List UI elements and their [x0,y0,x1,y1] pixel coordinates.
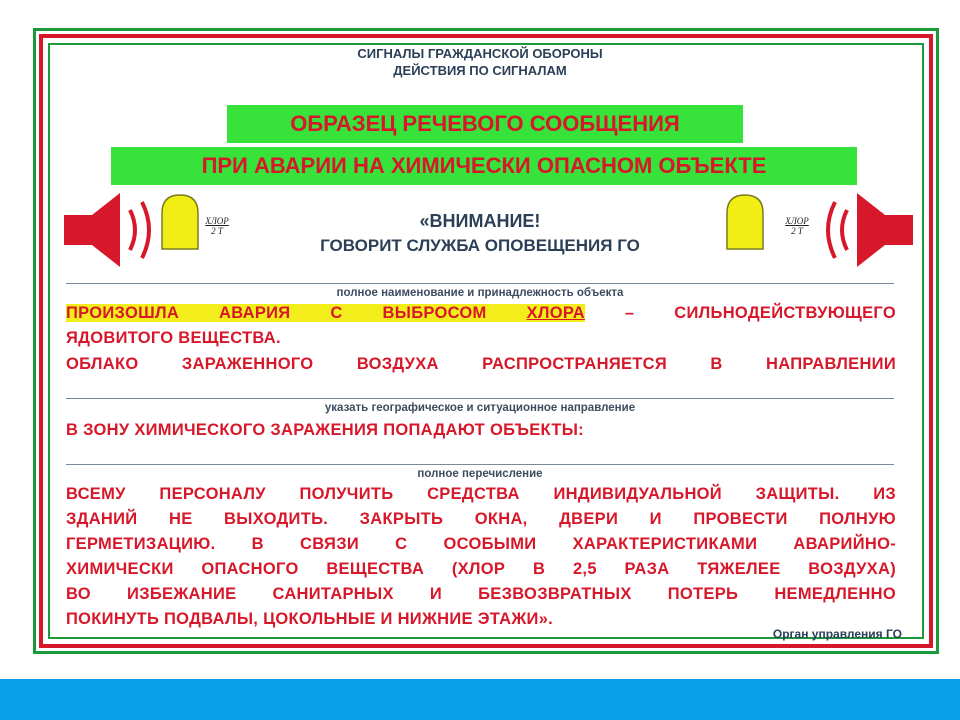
fill-line-object [66,283,894,284]
attention-line-2: ГОВОРИТ СЛУЖБА ОПОВЕЩЕНИЯ ГО [320,236,640,255]
accident-text-rest: – СИЛЬНОДЕЙСТВУЮЩЕГО [584,304,897,322]
attention-line-1: «ВНИМАНИЕ! [419,211,541,231]
caption-direction: указать географическое и ситуационное направление [324,402,636,414]
title-line-2: ПРИ АВАРИИ НА ХИМИЧЕСКИ ОПАСНОМ ОБЪЕКТЕ [111,147,857,185]
signature: Орган управления ГО [772,627,902,641]
message-line-3: ОБЛАКО ЗАРАЖЕННОГО ВОЗДУХА РАСПРОСТРАНЯЕТСЯ В НАПРАВЛЕНИИ [66,355,896,373]
accident-text: ПРОИЗОШЛА АВАРИЯ С ВЫБРОСОМ [66,304,527,322]
header-line-1: СИГНАЛЫ ГРАЖДАНСКОЙ ОБОРОНЫ [357,46,603,61]
message-line-1 [66,304,896,323]
fill-line-list [66,464,894,465]
title-line-1: ОБРАЗЕЦ РЕЧЕВОГО СООБЩЕНИЯ [227,105,743,143]
instruction-line-2: ЗДАНИЙ НЕ ВЫХОДИТЬ. ЗАКРЫТЬ ОКНА, ДВЕРИ И ПРОВЕСТИ ПОЛНУЮ [66,510,896,528]
chlorine-tank-left-label: ХЛОР 2 Т [205,216,229,236]
chlorine-tank-right-label: ХЛОР 2 Т [785,216,809,236]
instruction-line-1: ВСЕМУ ПЕРСОНАЛУ ПОЛУЧИТЬ СРЕДСТВА ИНДИВИДУАЛЬНОЙ ЗАЩИТЫ. ИЗ [66,485,896,503]
instruction-line-5: ВО ИЗБЕЖАНИЕ САНИТАРНЫХ И БЕЗВОЗВРАТНЫХ ПОТЕРЬ НЕМЕДЛЕННО [66,585,896,603]
caption-list: полное перечисление [417,468,543,480]
message-line-2: ЯДОВИТОГО ВЕЩЕСТВА. [66,329,281,347]
message-line-4: В ЗОНУ ХИМИЧЕСКОГО ЗАРАЖЕНИЯ ПОПАДАЮТ ОБЪЕКТЫ: [66,421,584,439]
caption-object: полное наименование и принадлежность объекта [336,287,624,299]
instruction-line-3: ГЕРМЕТИЗАЦИЮ. В СВЯЗИ С ОСОБЫМИ ХАРАКТЕРИСТИКАМИ АВАРИЙНО- [66,535,896,553]
instruction-line-6: ПОКИНУТЬ ПОДВАЛЫ, ЦОКОЛЬНЫЕ И НИЖНИЕ ЭТАЖИ». [66,610,554,628]
chlorine-word: ХЛОРА [526,304,585,322]
instruction-line-4: ХИМИЧЕСКИ ОПАСНОГО ВЕЩЕСТВА (ХЛОР В 2,5 РАЗА ТЯЖЕЛЕЕ ВОЗДУХА) [66,560,896,578]
header-line-2: ДЕЙСТВИЯ ПО СИГНАЛАМ [393,63,567,78]
fill-line-direction [66,398,894,399]
bottom-bar [0,679,960,720]
